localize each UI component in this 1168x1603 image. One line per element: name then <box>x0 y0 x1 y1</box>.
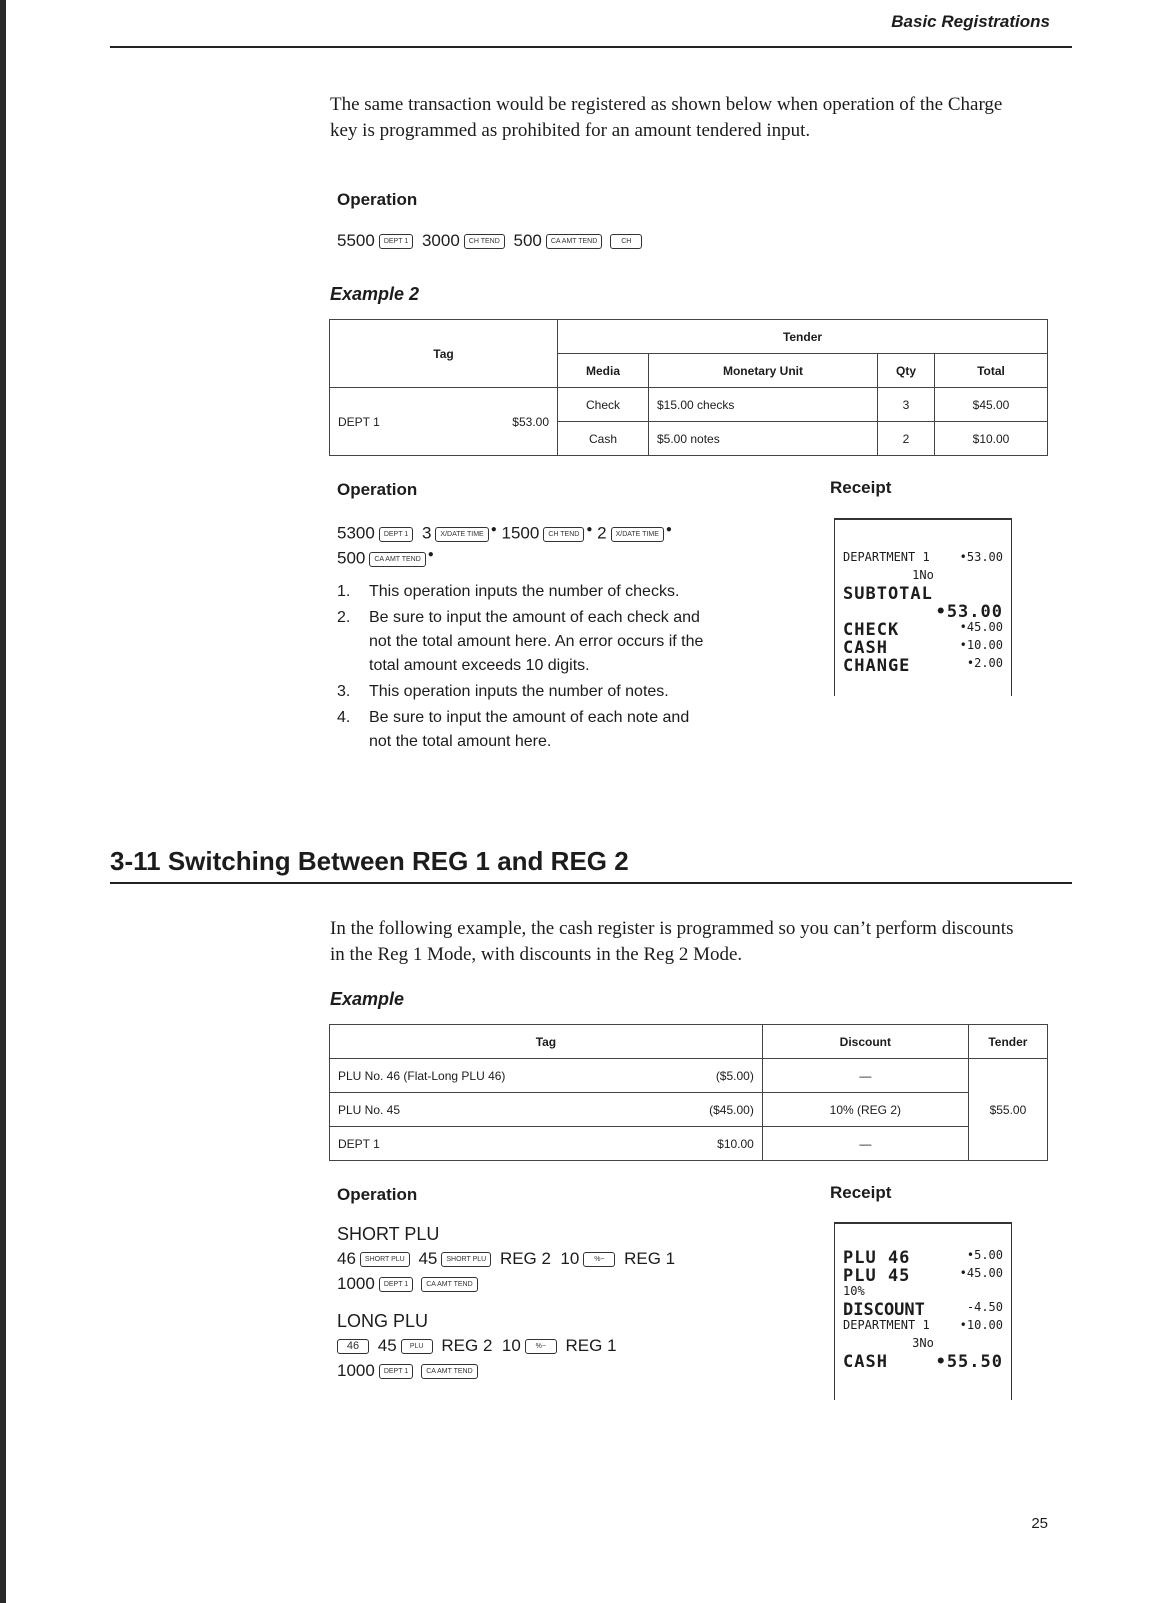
percent-minus-key: %− <box>525 1339 557 1354</box>
receipt-line: SUBTOTAL <box>843 584 933 604</box>
receipt-line: •53.00 <box>935 602 1003 622</box>
media-cell: Cash <box>558 422 649 456</box>
receipt-line: PLU 46 •5.00 <box>843 1248 1003 1268</box>
cash-amount-tendered-key: CA AMT TEND <box>546 234 602 249</box>
tag-cell: PLU No. 45 <box>330 1093 655 1127</box>
table-header-qty: Qty <box>878 354 935 388</box>
charge-tender-key: CH TEND <box>543 527 584 542</box>
receipt-heading: Receipt <box>830 478 892 497</box>
receipt-1 <box>834 518 1012 696</box>
long-plu-label: LONG PLU <box>337 1311 429 1331</box>
receipt-line: 1No <box>912 568 934 582</box>
dept-key: DEPT 1 <box>379 234 413 249</box>
dept-key: DEPT 1 <box>379 1277 413 1292</box>
example-2-table <box>329 319 1048 456</box>
unit-cell: $5.00 notes <box>649 422 878 456</box>
operation-sequence <box>337 228 646 253</box>
numeric-entry: 5300 <box>337 523 375 543</box>
operation-sequence <box>337 1271 482 1296</box>
plu-key: PLU <box>401 1339 433 1354</box>
numeric-entry: 1500 <box>501 523 540 543</box>
amount-cell: $10.00 <box>654 1127 762 1161</box>
table-header-tag: Tag <box>330 320 558 388</box>
header-rule <box>110 46 1072 48</box>
cash-amount-tendered-key: CA AMT TEND <box>421 1364 477 1379</box>
receipt-2 <box>834 1222 1012 1400</box>
unit-cell: $15.00 checks <box>649 388 878 422</box>
numeric-entry: 5500 <box>337 231 375 250</box>
short-plu-key: SHORT PLU <box>441 1252 491 1267</box>
tender-cell: $55.00 <box>968 1059 1047 1161</box>
tag-cell: DEPT 1 <box>330 1127 655 1161</box>
operation-notes <box>337 580 712 754</box>
amount-cell: ($45.00) <box>654 1093 762 1127</box>
table-header-monetary-unit: Monetary Unit <box>649 354 878 388</box>
example-table <box>329 1024 1048 1161</box>
numeric-entry: 10 <box>560 1249 580 1268</box>
short-plu-label: SHORT PLU <box>337 1224 440 1244</box>
discount-cell: 10% (REG 2) <box>762 1093 968 1127</box>
dept-cell: DEPT 1 <box>330 388 449 456</box>
mode-label: REG 1 <box>565 1336 617 1355</box>
receipt-line: CASH •10.00 <box>843 638 1003 658</box>
table-header-media: Media <box>558 354 649 388</box>
cash-amount-tendered-key: CA AMT TEND <box>421 1277 477 1292</box>
amount-cell: ($5.00) <box>654 1059 762 1093</box>
multiply-key: X/DATE TIME <box>435 527 488 542</box>
percent-minus-key: %− <box>583 1252 615 1267</box>
numeric-entry: 1000 <box>337 1274 375 1293</box>
short-plu-key: SHORT PLU <box>360 1252 410 1267</box>
table-header-tag: Tag <box>330 1025 763 1059</box>
intro-paragraph: The same transaction would be registered as shown below when operation of the Charge key is programmed as prohibited for an amount tendered input. <box>330 94 1003 141</box>
operation-heading: Operation <box>337 1185 418 1204</box>
dept-key: DEPT 1 <box>379 527 413 542</box>
operation-heading: Operation <box>337 190 418 209</box>
charge-key: CH <box>610 234 642 249</box>
numeric-entry: 45 <box>377 1336 397 1355</box>
qty-cell: 3 <box>878 388 935 422</box>
note-marker-3: ● <box>665 524 672 535</box>
receipt-line: CHECK •45.00 <box>843 620 1003 640</box>
table-header-discount: Discount <box>762 1025 968 1059</box>
operation-sequence <box>337 542 434 571</box>
charge-tender-key: CH TEND <box>464 234 505 249</box>
table-row <box>330 1093 1048 1127</box>
dept-key: DEPT 1 <box>379 1364 413 1379</box>
list-item: 4. Be sure to input the amount of each note and not the total amount here. <box>337 709 690 750</box>
plu-number-key: 46 <box>337 1339 369 1354</box>
tag-cell: PLU No. 46 (Flat-Long PLU 46) <box>330 1059 655 1093</box>
table-row <box>330 1127 1048 1161</box>
operation-sequence <box>337 1246 675 1271</box>
total-cell: $10.00 <box>935 422 1048 456</box>
mode-label: REG 2 <box>441 1336 493 1355</box>
receipt-line: DISCOUNT -4.50 <box>843 1300 1003 1320</box>
receipt-line: 10% <box>843 1284 865 1298</box>
receipt-line: CHANGE •2.00 <box>843 656 1003 676</box>
receipt-line: DEPARTMENT 1 •10.00 <box>843 1318 1003 1332</box>
numeric-entry: 3 <box>421 523 432 543</box>
note-marker-4: ● <box>427 549 434 560</box>
multiply-key: X/DATE TIME <box>611 527 664 542</box>
numeric-entry: 500 <box>337 548 366 568</box>
dept-amount-cell: $53.00 <box>449 388 558 456</box>
running-header: Basic Registrations <box>891 12 1050 31</box>
numeric-entry: 500 <box>513 231 542 250</box>
media-cell: Check <box>558 388 649 422</box>
receipt-line: 3No <box>912 1336 934 1350</box>
operation-sequence <box>337 1333 617 1358</box>
section-intro-paragraph: In the following example, the cash register is programmed so you can’t perform discounts in the Reg 1 Mode, with discounts in the Reg 2 Mode. <box>330 918 1014 965</box>
list-item: 3. This operation inputs the number of notes. <box>337 683 669 700</box>
receipt-heading: Receipt <box>830 1183 892 1202</box>
list-item: 1. This operation inputs the number of checks. <box>337 583 680 600</box>
numeric-entry: 45 <box>418 1249 438 1268</box>
list-item: 2. Be sure to input the amount of each check and not the total amount here. An error occurs if the total amount exceeds 10 digits. <box>337 609 704 674</box>
table-row <box>330 388 1048 422</box>
numeric-entry: 10 <box>501 1336 521 1355</box>
table-header-tender: Tender <box>968 1025 1047 1059</box>
section-rule <box>110 882 1072 884</box>
note-marker-1: ● <box>490 524 497 535</box>
numeric-entry: 1000 <box>337 1361 375 1380</box>
qty-cell: 2 <box>878 422 935 456</box>
receipt-line: DEPARTMENT 1 •53.00 <box>843 550 1003 564</box>
discount-cell: — <box>762 1127 968 1161</box>
mode-label: REG 1 <box>624 1249 676 1268</box>
note-marker-2: ● <box>586 524 593 535</box>
table-row <box>330 1059 1048 1093</box>
numeric-entry: 2 <box>597 523 607 543</box>
total-cell: $45.00 <box>935 388 1048 422</box>
numeric-entry: 3000 <box>421 231 460 250</box>
discount-cell: — <box>762 1059 968 1093</box>
receipt-line: CASH •55.50 <box>843 1352 1003 1372</box>
example-2-heading: Example 2 <box>330 284 420 304</box>
numeric-entry: 46 <box>337 1249 356 1268</box>
table-header-tender: Tender <box>558 320 1048 354</box>
operation-sequence <box>337 1358 482 1383</box>
cash-amount-tendered-key: CA AMT TEND <box>369 552 425 567</box>
example-heading: Example <box>330 989 405 1009</box>
table-header-total: Total <box>935 354 1048 388</box>
page-binding-edge <box>0 0 6 1603</box>
section-title: 3-11 Switching Between REG 1 and REG 2 <box>110 846 629 876</box>
page-number: 25 <box>1031 1515 1048 1532</box>
receipt-line: PLU 45 •45.00 <box>843 1266 1003 1286</box>
mode-label: REG 2 <box>499 1249 551 1268</box>
operation-heading: Operation <box>337 480 418 499</box>
